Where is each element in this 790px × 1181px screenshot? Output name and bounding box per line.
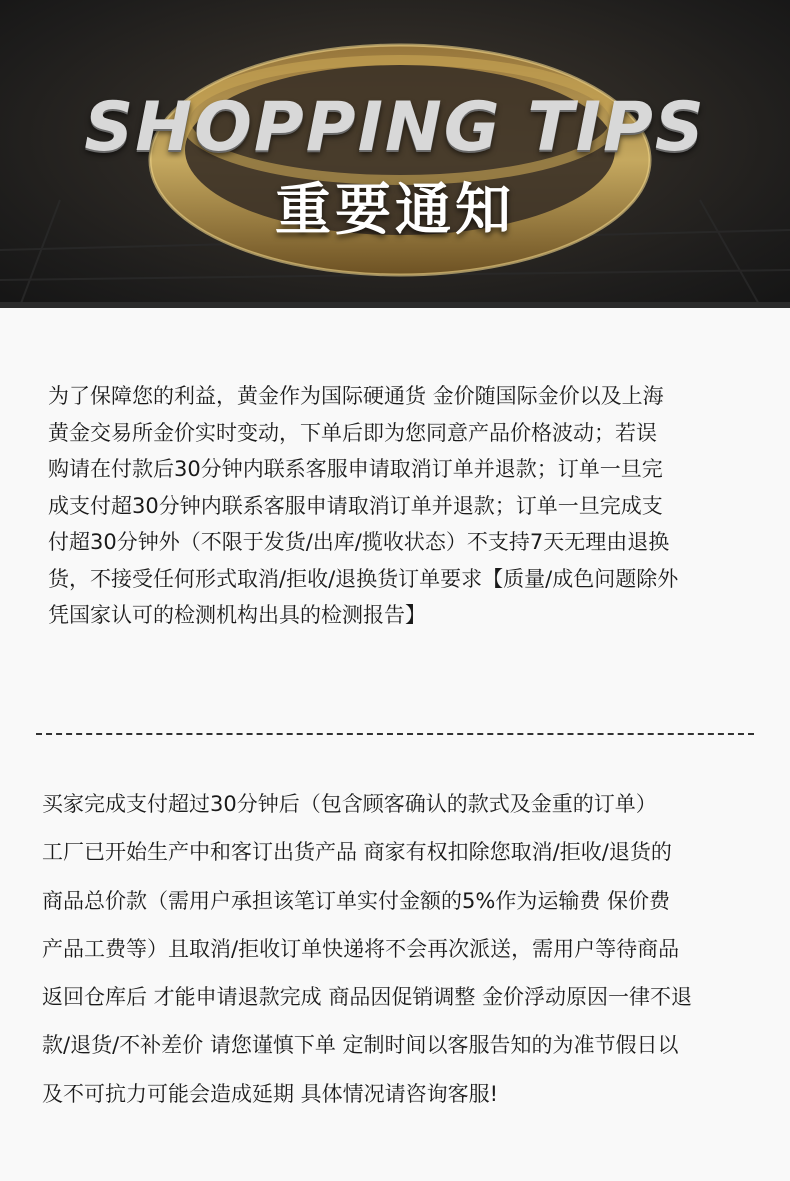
policy-line: 返回仓库后 才能申请退款完成 商品因促销调整 金价浮动原因一律不退 (42, 985, 693, 1010)
notice-line: 黄金交易所金价实时变动，下单后即为您同意产品价格波动；若误 (48, 420, 657, 445)
dashed-divider (36, 733, 754, 735)
policy-line: 买家完成支付超过30分钟后（包含顾客确认的款式及金重的订单） (42, 792, 657, 816)
policy-line: 及不可抗力可能会造成延期 具体情况请咨询客服! (42, 1081, 499, 1106)
policy-line: 款/退货/不补差价 请您谨慎下单 定制时间以客服告知的为准节假日以 (42, 1033, 679, 1058)
notice-line: 成支付超30分钟内联系客服申请取消订单并退款；订单一旦完成支 (48, 493, 663, 518)
policy-line: 工厂已开始生产中和客订出货产品 商家有权扣除您取消/拒收/退货的 (42, 840, 672, 865)
banner-title-en: SHOPPING TIPS (84, 88, 706, 167)
header-banner (0, 0, 790, 306)
notice-line: 为了保障您的利益，黄金作为国际硬通货 金价随国际金价以及上海 (48, 384, 664, 408)
notice-line: 凭国家认可的检测机构出具的检测报告】 (48, 603, 426, 627)
banner-bottom-bar (0, 302, 790, 308)
banner-title-cn: 重要通知 (275, 178, 515, 243)
notice-line: 付超30分钟外（不限于发货/出库/揽收状态）不支持7天无理由退换 (48, 530, 670, 554)
price-notice-paragraph (48, 378, 758, 634)
notice-line: 购请在付款后30分钟内联系客服申请取消订单并退款；订单一旦完 (48, 457, 663, 481)
policy-line: 产品工费等）且取消/拒收订单快递将不会再次派送，需用户等待商品 (42, 936, 680, 961)
notice-line: 货，不接受任何形式取消/拒收/退换货订单要求【质量/成色问题除外 (48, 566, 679, 591)
policy-line: 商品总价款（需用户承担该笔订单实付金额的5%作为运输费 保价费 (42, 888, 670, 913)
refund-policy-paragraph (42, 780, 762, 1118)
